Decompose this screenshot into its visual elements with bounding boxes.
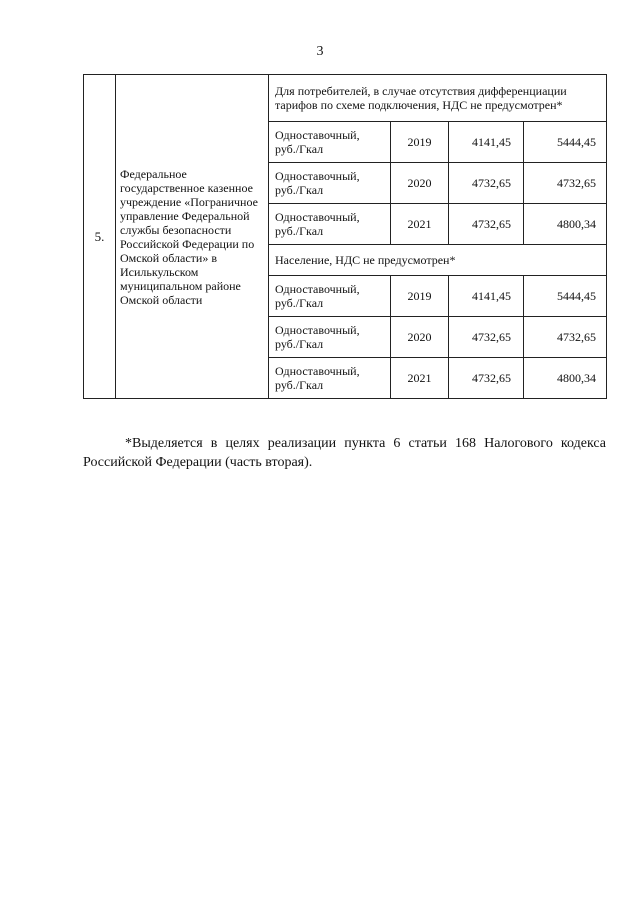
tariff-type: Одноставочный, руб./Гкал xyxy=(269,163,391,204)
tariff-value-1: 4732,65 xyxy=(449,163,524,204)
group-title: Население, НДС не предусмотрен* xyxy=(269,245,607,276)
group-title: Для потребителей, в случае отсутствия дифференциации тарифов по схеме подключения, НДС не предусмотрен* xyxy=(269,75,607,122)
tariff-type: Одноставочный, руб./Гкал xyxy=(269,122,391,163)
tariff-value-2: 4800,34 xyxy=(524,204,607,245)
tariff-value-1: 4141,45 xyxy=(449,122,524,163)
tariff-year: 2019 xyxy=(391,122,449,163)
page-number: 3 xyxy=(316,44,324,59)
tariff-type: Одноставочный, руб./Гкал xyxy=(269,276,391,317)
organization-name: Федеральное государственное казенное учреждение «Пограничное управление Федеральной службы безопасности Российской Федерации по Омской области» в Исилькульском муниципальном районе Омской области xyxy=(116,75,269,399)
tariff-value-2: 5444,45 xyxy=(524,276,607,317)
tariff-type: Одноставочный, руб./Гкал xyxy=(269,317,391,358)
tariff-value-1: 4732,65 xyxy=(449,358,524,399)
tariff-table xyxy=(83,74,607,399)
tariff-value-1: 4141,45 xyxy=(449,276,524,317)
tariff-value-2: 4732,65 xyxy=(524,163,607,204)
tariff-year: 2021 xyxy=(391,358,449,399)
group-header-row xyxy=(84,75,607,122)
tariff-type: Одноставочный, руб./Гкал xyxy=(269,358,391,399)
tariff-value-2: 4732,65 xyxy=(524,317,607,358)
tariff-value-1: 4732,65 xyxy=(449,317,524,358)
tariff-year: 2020 xyxy=(391,317,449,358)
tariff-value-1: 4732,65 xyxy=(449,204,524,245)
tariff-year: 2021 xyxy=(391,204,449,245)
tariff-year: 2019 xyxy=(391,276,449,317)
footnote: *Выделяется в целях реализации пункта 6 статьи 168 Налогового кодекса Российской Федерации (часть вторая). xyxy=(83,436,606,470)
tariff-value-2: 5444,45 xyxy=(524,122,607,163)
row-number: 5. xyxy=(84,75,116,399)
tariff-value-2: 4800,34 xyxy=(524,358,607,399)
tariff-type: Одноставочный, руб./Гкал xyxy=(269,204,391,245)
tariff-year: 2020 xyxy=(391,163,449,204)
